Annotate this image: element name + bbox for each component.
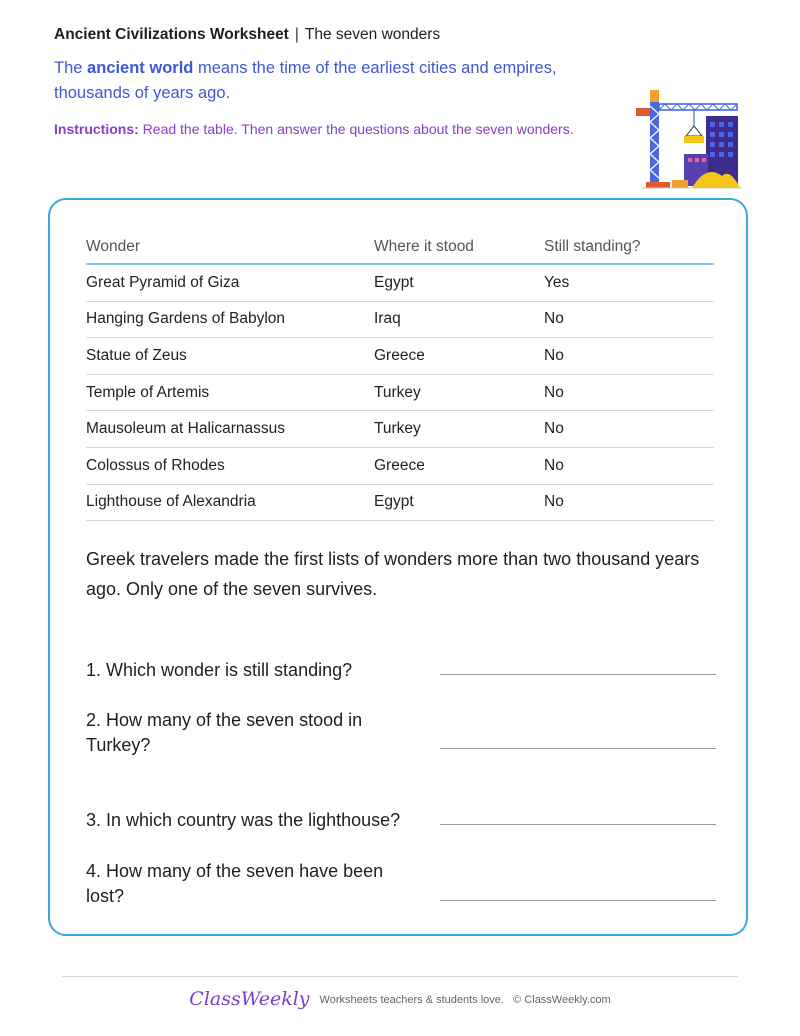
header-wonder: Wonder [86,230,374,264]
worksheet-card [48,198,748,936]
table-row [86,411,714,448]
instructions-text: Read the table. Then answer the questions about the seven wonders. [138,121,574,137]
footer-copyright: © ClassWeekly.com [513,994,611,1006]
answer-line-1[interactable] [440,674,716,675]
brand-logo: ClassWeekly [189,988,310,1010]
cell-wonder: Statue of Zeus [86,338,374,375]
table-header-row [86,230,714,264]
intro-prefix: The [54,59,88,77]
instructions [54,118,614,140]
footer-tagline: Worksheets teachers & students love. [319,994,504,1006]
intro-rest: means the time of the earliest cities and empires, thousands of years ago. [54,59,557,102]
question-2: 2. How many of the seven stood in Turkey? [86,710,363,755]
cell-wonder: Temple of Artemis [86,374,374,411]
instructions-label: Instructions: [54,121,139,137]
context-paragraph: Greek travelers made the first lists of wonders more than two thousand years ago. Only one of the seven survives. [86,549,700,599]
title-bold: Ancient Civilizations Worksheet [54,26,289,43]
table-row [86,338,714,375]
cell-standing: No [544,411,714,448]
table-row [86,484,714,521]
table-row [86,301,714,338]
wonders-table [86,230,714,521]
cell-standing: No [544,338,714,375]
question-3: 3. In which country was the lighthouse? [86,810,401,830]
header-standing: Still standing? [544,230,714,264]
cell-standing: Yes [544,264,714,301]
cell-location: Turkey [374,411,544,448]
header-location: Where it stood [374,230,544,264]
answer-line-4[interactable] [440,900,716,901]
cell-standing: No [544,374,714,411]
answer-line-3[interactable] [440,824,716,825]
cell-location: Egypt [374,484,544,521]
footer [0,988,800,1010]
intro-text [54,56,614,106]
cell-standing: No [544,301,714,338]
title-subtitle: The seven wonders [304,26,441,43]
cell-wonder: Mausoleum at Halicarnassus [86,411,374,448]
answer-line-2[interactable] [440,748,716,749]
worksheet-title [54,26,614,44]
title-separator: | [294,26,299,43]
cell-location: Egypt [374,264,544,301]
table-row [86,374,714,411]
cell-location: Greece [374,338,544,375]
cell-standing: No [544,447,714,484]
footer-divider [62,976,738,977]
cell-wonder: Great Pyramid of Giza [86,264,374,301]
question-4: 4. How many of the seven have been lost? [86,861,384,906]
table-row [86,447,714,484]
cell-wonder: Hanging Gardens of Babylon [86,301,374,338]
table-row [86,264,714,301]
cell-standing: No [544,484,714,521]
cell-wonder: Lighthouse of Alexandria [86,484,374,521]
cell-location: Turkey [374,374,544,411]
worksheet-header [54,26,614,140]
intro-strong: ancient world [87,59,194,77]
cell-wonder: Colossus of Rhodes [86,447,374,484]
cell-location: Greece [374,447,544,484]
cell-location: Iraq [374,301,544,338]
question-1: 1. Which wonder is still standing? [86,660,353,680]
construction-crane-illustration [634,86,744,192]
